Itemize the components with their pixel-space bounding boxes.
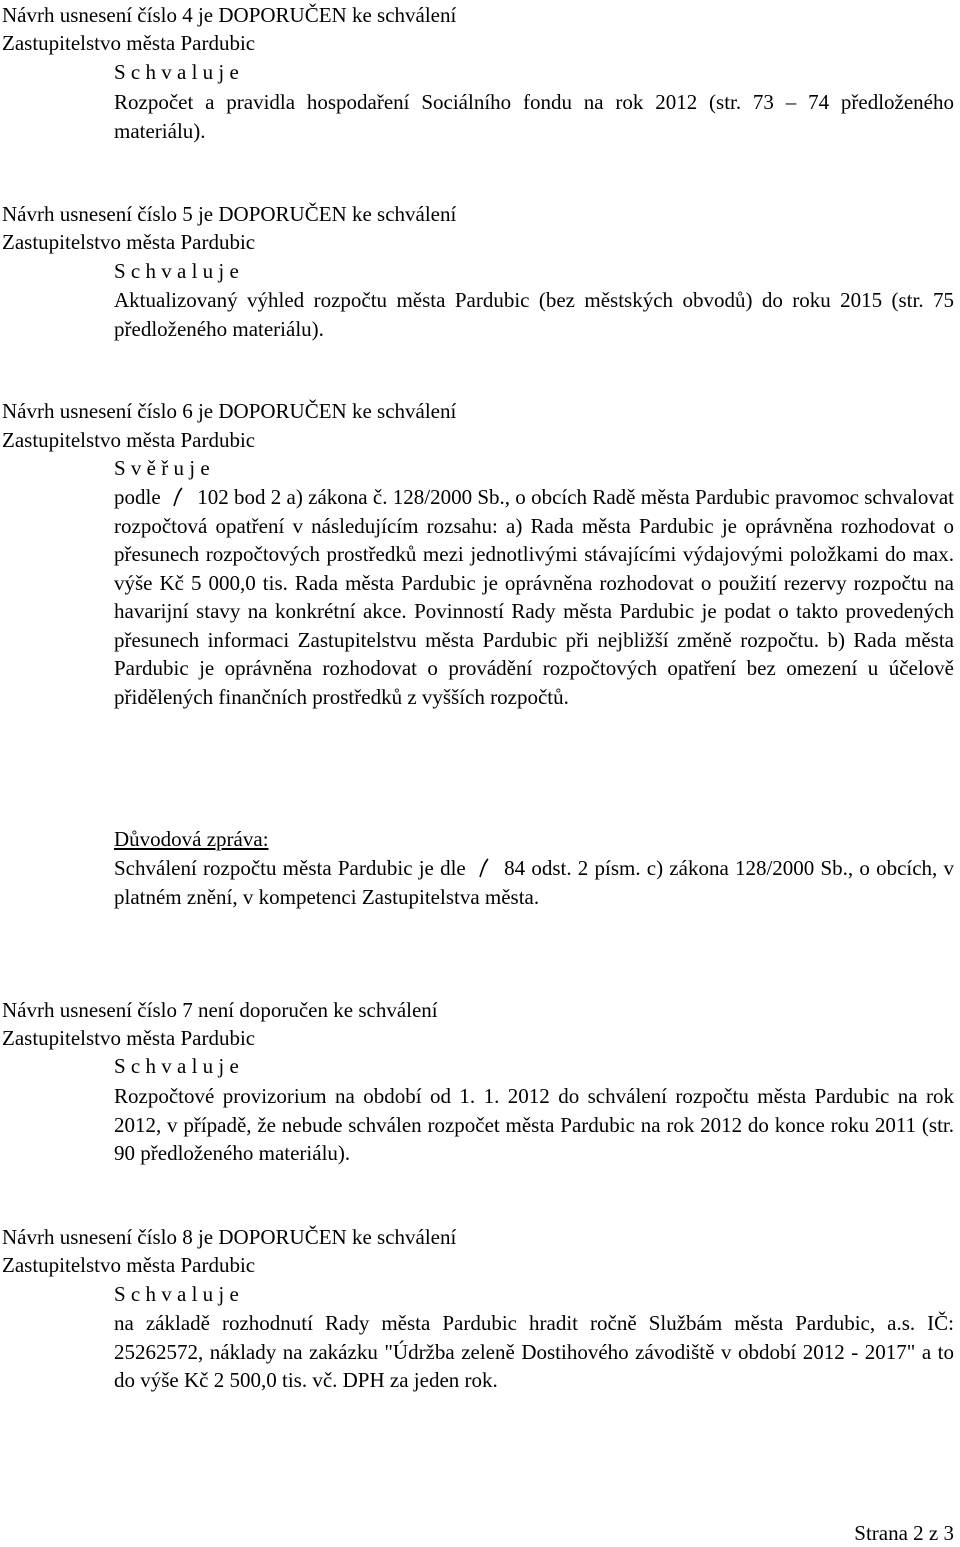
resolution-verb: S c h v a l u j e xyxy=(114,1054,239,1078)
section-sign-icon xyxy=(476,857,494,879)
council-label: Zastupitelstvo města Pardubic xyxy=(2,1253,256,1277)
resolution-text: Rozpočtové provizorium na období od 1. 1. 2012 do schválení rozpočtu města Pardubic na rok 2012, v případě, že nebude schválen rozpočet města Pardubic na rok 2012 do konce roku 2011 (str. 90 předloženého materiálu). xyxy=(114,1084,954,1165)
text-rest: 102 bod 2 a) zákona č. 128/2000 Sb., o obcích Radě města Pardubic pravomoc schvalovat rozpočtová opatření v následujícím rozsahu: a) Rada města Pardubic je oprávněna rozhodovat o přesunech rozpočtových prostředků mezi jednotlivými stávajícími výdajovými položkami do max. výše Kč 5 000,0 tis. Rada města Pardubic je oprávněna rozhodovat o použití rezervy rozpočtu na havarijní stavy na konkrétní akce. Povinností Rady města Pardubic je podat o takto provedených přesunech informaci Zastupitelstvu města Pardubic při nejbližší změně rozpočtu. b) Rada města Pardubic je oprávněna rozhodovat o provádění rozpočtových opatření bez omezení u účelově přidělených finančních prostředků z vyšších rozpočtů. xyxy=(114,485,955,709)
reason-rest: 84 odst. 2 písm. c) zákona 128/2000 Sb., o obcích, v platném znění, v kompetenci Zastupitelstva města. xyxy=(114,856,954,909)
resolution-verb: S c h v a l u j e xyxy=(114,1282,239,1306)
resolution-verb: S v ě ř u j e xyxy=(114,456,210,480)
section-sign-icon xyxy=(170,486,188,508)
council-label: Zastupitelstvo města Pardubic xyxy=(2,31,256,55)
resolution-verb: S c h v a l u j e xyxy=(114,259,239,283)
resolution-text xyxy=(114,483,954,711)
reason-heading: Důvodová zpráva: xyxy=(114,827,269,851)
resolution-heading: Návrh usnesení číslo 5 je DOPORUČEN ke schválení xyxy=(2,202,457,226)
resolution-text: Aktualizovaný výhled rozpočtu města Pardubic (bez městských obvodů) do roku 2015 (str. 75 předloženého materiálu). xyxy=(114,288,954,341)
council-label: Zastupitelstvo města Pardubic xyxy=(2,1026,256,1050)
reason-text xyxy=(114,854,954,911)
resolution-text: na základě rozhodnutí Rady města Pardubic hradit ročně Službám města Pardubic, a.s. IČ: 25262572, náklady na zakázku "Údržba zeleně Dostihového závodiště v období 2012 - 2017" a to do výše Kč 2 500,0 tis. vč. DPH za jeden rok. xyxy=(114,1311,954,1392)
text-lead: podle xyxy=(114,485,161,509)
resolution-heading: Návrh usnesení číslo 7 není doporučen ke schválení xyxy=(2,998,438,1022)
resolution-heading: Návrh usnesení číslo 4 je DOPORUČEN ke schválení xyxy=(2,3,457,27)
page-number: Strana 2 z 3 xyxy=(854,1521,954,1545)
reason-lead: Schválení rozpočtu města Pardubic je dle xyxy=(114,856,466,880)
resolution-verb: S c h v a l u j e xyxy=(114,60,239,84)
resolution-text: Rozpočet a pravidla hospodaření Sociálního fondu na rok 2012 (str. 73 – 74 předloženého materiálu). xyxy=(114,90,954,143)
council-label: Zastupitelstvo města Pardubic xyxy=(2,428,256,452)
resolution-heading: Návrh usnesení číslo 8 je DOPORUČEN ke schválení xyxy=(2,1225,457,1249)
resolution-heading: Návrh usnesení číslo 6 je DOPORUČEN ke schválení xyxy=(2,399,457,423)
council-label: Zastupitelstvo města Pardubic xyxy=(2,230,256,254)
